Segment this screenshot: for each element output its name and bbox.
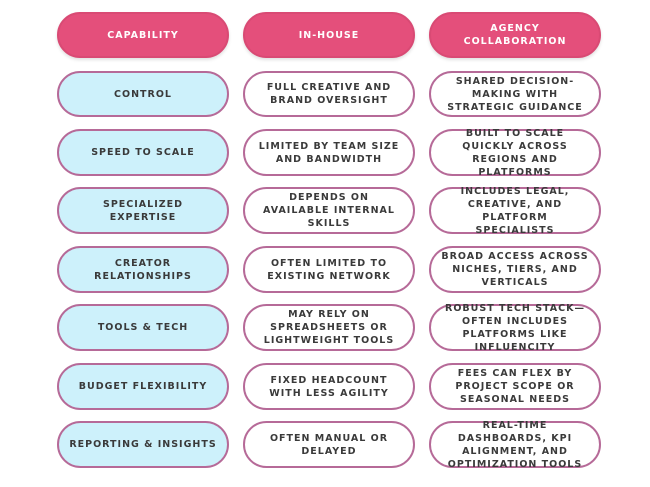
in-house-speed-to-scale: LIMITED BY TEAM SIZE AND BANDWIDTH xyxy=(243,129,415,176)
agency-specialized-expertise: INCLUDES LEGAL, CREATIVE, AND PLATFORM SPECIALISTS xyxy=(429,187,601,234)
capability-speed-to-scale: SPEED TO SCALE xyxy=(57,129,229,176)
in-house-budget-flexibility: FIXED HEADCOUNT WITH LESS AGILITY xyxy=(243,363,415,410)
capability-reporting-insights: REPORTING & INSIGHTS xyxy=(57,421,229,468)
in-house-creator-relationships: OFTEN LIMITED TO EXISTING NETWORK xyxy=(243,246,415,293)
capability-specialized-expertise: SPECIALIZED EXPERTISE xyxy=(57,187,229,234)
agency-creator-relationships: BROAD ACCESS ACROSS NICHES, TIERS, AND VERTICALS xyxy=(429,246,601,293)
header-in-house: IN-HOUSE xyxy=(243,12,415,58)
agency-speed-to-scale: BUILT TO SCALE QUICKLY ACROSS REGIONS AND PLATFORMS xyxy=(429,129,601,176)
capability-budget-flexibility: BUDGET FLEXIBILITY xyxy=(57,363,229,410)
agency-budget-flexibility: FEES CAN FLEX BY PROJECT SCOPE OR SEASONAL NEEDS xyxy=(429,363,601,410)
agency-reporting-insights: REAL-TIME DASHBOARDS, KPI ALIGNMENT, AND OPTIMIZATION TOOLS xyxy=(429,421,601,468)
in-house-control: FULL CREATIVE AND BRAND OVERSIGHT xyxy=(243,71,415,117)
capability-control: CONTROL xyxy=(57,71,229,117)
header-capability: CAPABILITY xyxy=(57,12,229,58)
in-house-reporting-insights: OFTEN MANUAL OR DELAYED xyxy=(243,421,415,468)
in-house-specialized-expertise: DEPENDS ON AVAILABLE INTERNAL SKILLS xyxy=(243,187,415,234)
capability-creator-relationships: CREATOR RELATIONSHIPS xyxy=(57,246,229,293)
in-house-tools-tech: MAY RELY ON SPREADSHEETS OR LIGHTWEIGHT TOOLS xyxy=(243,304,415,351)
header-agency-collaboration: AGENCY COLLABORATION xyxy=(429,12,601,58)
capability-tools-tech: TOOLS & TECH xyxy=(57,304,229,351)
agency-control: SHARED DECISION-MAKING WITH STRATEGIC GUIDANCE xyxy=(429,71,601,117)
agency-tools-tech: ROBUST TECH STACK—OFTEN INCLUDES PLATFORMS LIKE INFLUENCITY xyxy=(429,304,601,351)
